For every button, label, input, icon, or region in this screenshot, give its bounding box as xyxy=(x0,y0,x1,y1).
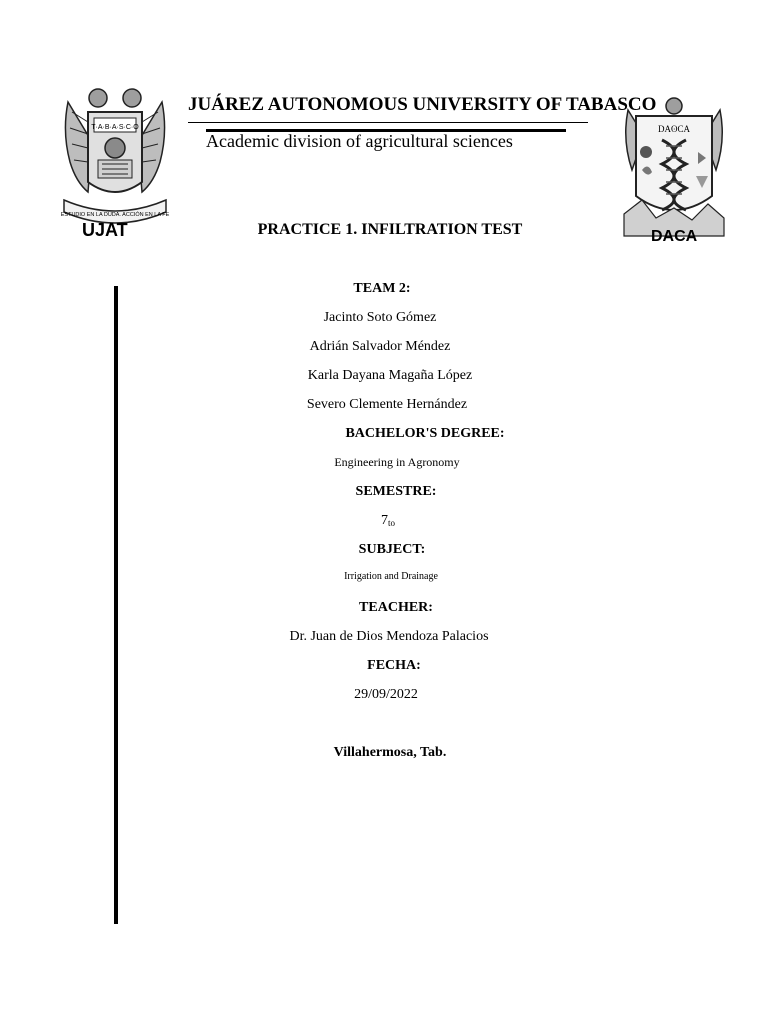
degree-value: Engineering in Agronomy xyxy=(334,455,460,469)
date-value: 29/09/2022 xyxy=(354,687,418,702)
header-rule-thin xyxy=(188,122,588,123)
date-heading: FECHA: xyxy=(367,658,421,673)
ujat-motto: ESTUDIO EN LA DUDA. ACCIÓN EN LA FE xyxy=(60,212,170,218)
practice-title: PRACTICE 1. INFILTRATION TEST xyxy=(257,221,523,238)
semester-number: 7 xyxy=(380,513,388,528)
daca-inner-text: DAʘCA xyxy=(657,124,691,134)
shield-banner-text: T·A·B·A·S·C·O xyxy=(91,124,139,131)
team-member: Adrián Salvador Méndez xyxy=(309,339,451,354)
place-label: Villahermosa, Tab. xyxy=(333,745,447,760)
semester-suffix: to xyxy=(387,518,395,528)
team-member: Karla Dayana Magaña López xyxy=(307,368,473,383)
subject-heading: SUBJECT: xyxy=(358,542,426,557)
subject-value: Irrigation and Drainage xyxy=(344,571,438,582)
degree-heading: BACHELOR'S DEGREE: xyxy=(345,426,505,441)
ujat-logo-label: UJAT xyxy=(82,220,128,240)
teacher-heading: TEACHER: xyxy=(359,600,433,615)
semester-value xyxy=(4,513,768,529)
division-subtitle: Academic division of agricultural sciences xyxy=(206,131,513,151)
university-title: JUÁREZ AUTONOMOUS UNIVERSITY OF TABASCO xyxy=(188,94,657,115)
ujat-logo xyxy=(58,82,172,242)
team-member: Severo Clemente Hernández xyxy=(306,397,468,412)
team-heading: TEAM 2: xyxy=(353,281,411,296)
teacher-value: Dr. Juan de Dios Mendoza Palacios xyxy=(289,629,489,644)
team-member: Jacinto Soto Gómez xyxy=(323,310,437,325)
semester-heading: SEMESTRE: xyxy=(355,484,437,499)
daca-logo-label: DACA xyxy=(651,228,698,245)
